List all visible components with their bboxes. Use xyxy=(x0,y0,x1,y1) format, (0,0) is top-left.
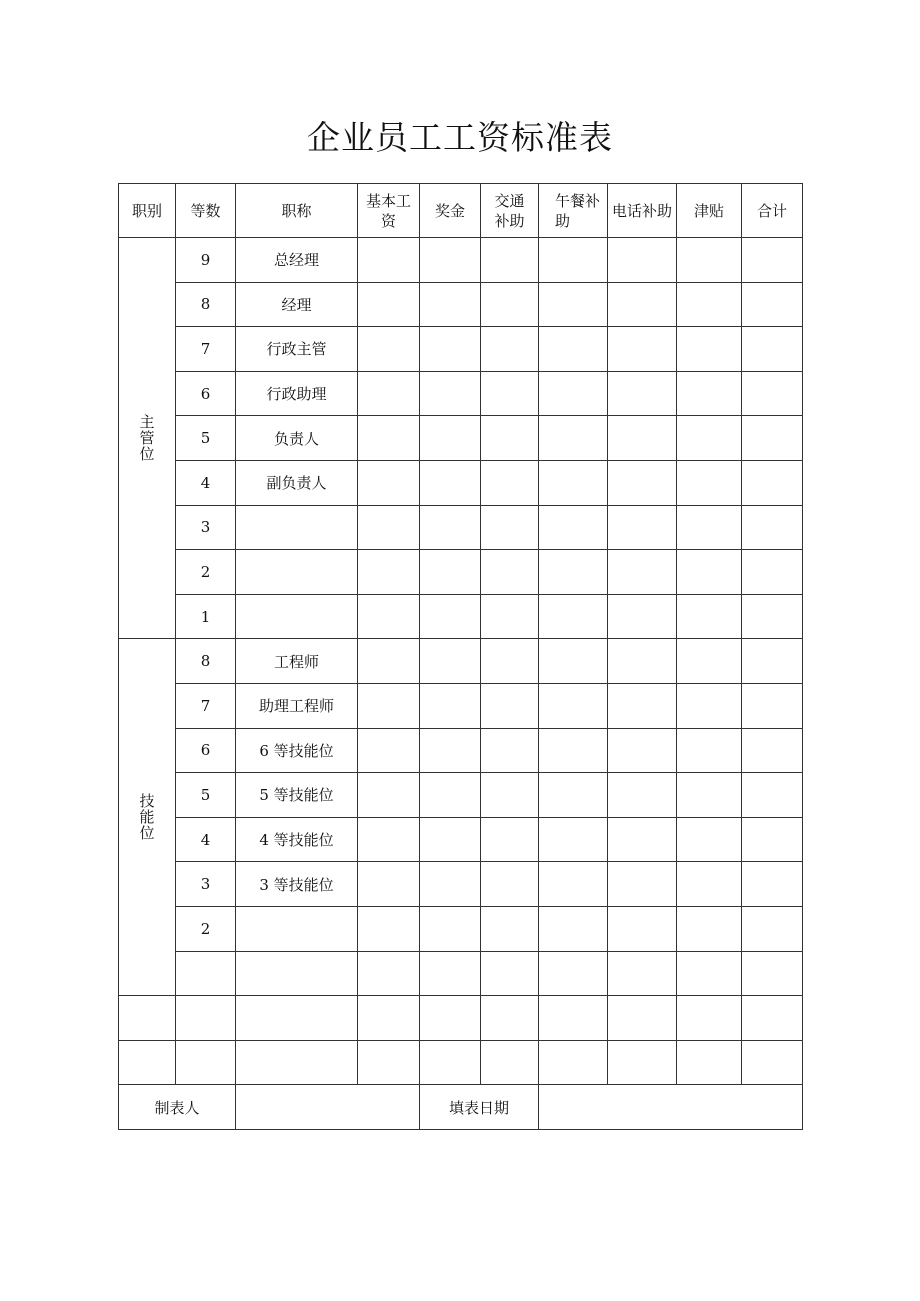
amount-cell[interactable] xyxy=(742,371,803,416)
salary-table xyxy=(118,183,803,1130)
amount-cell[interactable] xyxy=(539,594,608,639)
amount-cell[interactable] xyxy=(742,639,803,684)
position-cell: 副负责人 xyxy=(236,460,358,505)
table-row xyxy=(119,550,803,595)
amount-cell[interactable] xyxy=(420,773,481,818)
amount-cell[interactable] xyxy=(608,416,677,461)
amount-cell[interactable] xyxy=(742,327,803,372)
header-row xyxy=(119,184,803,238)
table-body xyxy=(119,238,803,996)
blank-row xyxy=(119,1040,803,1085)
amount-cell[interactable] xyxy=(608,282,677,327)
amount-cell[interactable] xyxy=(358,951,420,996)
amount-cell[interactable] xyxy=(677,327,742,372)
amount-cell[interactable] xyxy=(677,371,742,416)
amount-cell[interactable] xyxy=(358,371,420,416)
header-base-salary-line2: 资 xyxy=(380,211,396,230)
amount-cell[interactable] xyxy=(608,683,677,728)
amount-cell[interactable] xyxy=(742,238,803,283)
amount-cell[interactable] xyxy=(677,505,742,550)
amount-cell[interactable] xyxy=(358,460,420,505)
amount-cell[interactable] xyxy=(358,639,420,684)
amount-cell[interactable] xyxy=(742,282,803,327)
amount-cell[interactable] xyxy=(677,416,742,461)
grade-cell: 3 xyxy=(176,862,236,907)
fill-date-label: 填表日期 xyxy=(420,1085,539,1130)
category-char: 主 xyxy=(139,413,155,432)
table-row xyxy=(119,327,803,372)
amount-cell[interactable] xyxy=(420,238,481,283)
amount-cell[interactable] xyxy=(420,327,481,372)
position-cell xyxy=(236,505,358,550)
position-cell: 负责人 xyxy=(236,416,358,461)
category-char: 技 xyxy=(139,792,155,811)
page-title: 企业员工工资标准表 xyxy=(307,118,613,157)
amount-cell[interactable] xyxy=(420,817,481,862)
amount-cell[interactable] xyxy=(481,594,539,639)
amount-cell[interactable] xyxy=(420,862,481,907)
amount-cell[interactable] xyxy=(742,951,803,996)
grade-cell: 8 xyxy=(176,639,236,684)
blank-row xyxy=(119,996,803,1041)
amount-cell[interactable] xyxy=(539,951,608,996)
grade-cell: 1 xyxy=(176,594,236,639)
position-cell: 5 等技能位 xyxy=(236,773,358,818)
amount-cell[interactable] xyxy=(608,639,677,684)
amount-cell[interactable] xyxy=(420,371,481,416)
amount-cell[interactable] xyxy=(358,773,420,818)
amount-cell[interactable] xyxy=(677,683,742,728)
position-cell: 行政主管 xyxy=(236,327,358,372)
header-base-salary-line1: 基本工 xyxy=(365,191,411,210)
amount-cell[interactable] xyxy=(481,639,539,684)
amount-cell[interactable] xyxy=(420,639,481,684)
grade-cell: 8 xyxy=(176,282,236,327)
amount-cell[interactable] xyxy=(677,728,742,773)
grade-cell: 5 xyxy=(176,773,236,818)
amount-cell[interactable] xyxy=(539,371,608,416)
position-cell: 4 等技能位 xyxy=(236,817,358,862)
table-row xyxy=(119,371,803,416)
amount-cell[interactable] xyxy=(358,238,420,283)
amount-cell[interactable] xyxy=(742,594,803,639)
amount-cell[interactable] xyxy=(358,817,420,862)
amount-cell[interactable] xyxy=(539,728,608,773)
amount-cell[interactable] xyxy=(420,594,481,639)
amount-cell[interactable] xyxy=(539,550,608,595)
amount-cell[interactable] xyxy=(677,550,742,595)
amount-cell[interactable] xyxy=(358,282,420,327)
table-row xyxy=(119,906,803,951)
amount-cell[interactable] xyxy=(677,773,742,818)
table-row xyxy=(119,862,803,907)
position-cell: 3 等技能位 xyxy=(236,862,358,907)
amount-cell[interactable] xyxy=(677,282,742,327)
amount-cell[interactable] xyxy=(677,639,742,684)
position-cell xyxy=(236,550,358,595)
amount-cell[interactable] xyxy=(608,505,677,550)
amount-cell[interactable] xyxy=(539,460,608,505)
table-row xyxy=(119,282,803,327)
amount-cell[interactable] xyxy=(481,371,539,416)
table-row xyxy=(119,728,803,773)
amount-cell[interactable] xyxy=(420,416,481,461)
category-char: 管 xyxy=(139,429,155,448)
amount-cell[interactable] xyxy=(742,683,803,728)
amount-cell[interactable] xyxy=(481,416,539,461)
table-row xyxy=(119,817,803,862)
amount-cell[interactable] xyxy=(608,862,677,907)
amount-cell[interactable] xyxy=(608,773,677,818)
grade-cell: 2 xyxy=(176,550,236,595)
position-cell: 助理工程师 xyxy=(236,683,358,728)
header-position: 职称 xyxy=(236,184,358,238)
amount-cell[interactable] xyxy=(358,862,420,907)
amount-cell[interactable] xyxy=(420,728,481,773)
grade-cell: 3 xyxy=(176,505,236,550)
grade-cell: 7 xyxy=(176,683,236,728)
amount-cell[interactable] xyxy=(539,906,608,951)
amount-cell[interactable] xyxy=(539,862,608,907)
amount-cell[interactable] xyxy=(742,773,803,818)
amount-cell[interactable] xyxy=(608,728,677,773)
header-transport-line2: 补助 xyxy=(494,211,525,230)
table-row xyxy=(119,416,803,461)
amount-cell[interactable] xyxy=(539,416,608,461)
header-transport xyxy=(481,184,539,238)
header-bonus: 奖金 xyxy=(420,184,481,238)
prepared-by-label: 制表人 xyxy=(119,1085,236,1130)
prepared-by-field[interactable] xyxy=(236,1085,420,1130)
amount-cell[interactable] xyxy=(677,594,742,639)
amount-cell[interactable] xyxy=(481,773,539,818)
table-row xyxy=(119,951,803,996)
amount-cell[interactable] xyxy=(539,683,608,728)
grade-cell: 4 xyxy=(176,460,236,505)
table-row xyxy=(119,594,803,639)
amount-cell[interactable] xyxy=(420,550,481,595)
amount-cell[interactable] xyxy=(608,594,677,639)
amount-cell[interactable] xyxy=(481,460,539,505)
amount-cell[interactable] xyxy=(742,862,803,907)
amount-cell[interactable] xyxy=(742,460,803,505)
amount-cell[interactable] xyxy=(539,817,608,862)
table-row xyxy=(119,683,803,728)
amount-cell[interactable] xyxy=(539,327,608,372)
header-category: 职别 xyxy=(119,184,176,238)
table-row xyxy=(119,238,803,283)
header-allowance: 津贴 xyxy=(677,184,742,238)
position-cell: 经理 xyxy=(236,282,358,327)
amount-cell[interactable] xyxy=(608,550,677,595)
amount-cell[interactable] xyxy=(677,862,742,907)
header-lunch-line1: 午餐补 xyxy=(555,191,601,210)
header-lunch-line2: 助 xyxy=(555,211,571,230)
amount-cell[interactable] xyxy=(608,371,677,416)
category-char: 位 xyxy=(139,445,155,464)
position-cell: 总经理 xyxy=(236,238,358,283)
amount-cell[interactable] xyxy=(481,327,539,372)
grade-cell: 9 xyxy=(176,238,236,283)
amount-cell[interactable] xyxy=(481,862,539,907)
amount-cell[interactable] xyxy=(539,639,608,684)
category-cell xyxy=(119,238,176,639)
amount-cell[interactable] xyxy=(358,416,420,461)
amount-cell[interactable] xyxy=(358,327,420,372)
header-phone: 电话补助 xyxy=(608,184,677,238)
amount-cell[interactable] xyxy=(539,505,608,550)
amount-cell[interactable] xyxy=(420,460,481,505)
table-row xyxy=(119,773,803,818)
amount-cell[interactable] xyxy=(358,683,420,728)
position-cell: 工程师 xyxy=(236,639,358,684)
position-cell xyxy=(236,906,358,951)
amount-cell[interactable] xyxy=(358,550,420,595)
amount-cell[interactable] xyxy=(742,550,803,595)
amount-cell[interactable] xyxy=(742,728,803,773)
amount-cell[interactable] xyxy=(420,683,481,728)
amount-cell[interactable] xyxy=(481,550,539,595)
table-row xyxy=(119,460,803,505)
amount-cell[interactable] xyxy=(608,906,677,951)
grade-cell: 6 xyxy=(176,371,236,416)
position-cell: 行政助理 xyxy=(236,371,358,416)
header-lunch xyxy=(539,184,608,238)
amount-cell[interactable] xyxy=(358,594,420,639)
category-char: 能 xyxy=(139,808,155,827)
amount-cell[interactable] xyxy=(677,906,742,951)
table-row xyxy=(119,639,803,684)
amount-cell[interactable] xyxy=(539,282,608,327)
amount-cell[interactable] xyxy=(481,238,539,283)
position-cell xyxy=(236,594,358,639)
grade-cell: 4 xyxy=(176,817,236,862)
amount-cell[interactable] xyxy=(420,505,481,550)
header-grade: 等数 xyxy=(176,184,236,238)
header-transport-line1: 交通 xyxy=(494,191,525,210)
header-total: 合计 xyxy=(742,184,803,238)
amount-cell[interactable] xyxy=(677,951,742,996)
position-cell: 6 等技能位 xyxy=(236,728,358,773)
amount-cell[interactable] xyxy=(608,951,677,996)
amount-cell[interactable] xyxy=(481,817,539,862)
header-base-salary xyxy=(358,184,420,238)
grade-cell: 7 xyxy=(176,327,236,372)
grade-cell xyxy=(176,951,236,996)
amount-cell[interactable] xyxy=(742,906,803,951)
amount-cell[interactable] xyxy=(481,951,539,996)
position-cell xyxy=(236,951,358,996)
amount-cell[interactable] xyxy=(742,817,803,862)
amount-cell[interactable] xyxy=(358,906,420,951)
amount-cell[interactable] xyxy=(608,817,677,862)
amount-cell[interactable] xyxy=(358,728,420,773)
amount-cell[interactable] xyxy=(608,327,677,372)
footer-row xyxy=(119,1085,803,1130)
amount-cell[interactable] xyxy=(481,728,539,773)
amount-cell[interactable] xyxy=(481,282,539,327)
amount-cell[interactable] xyxy=(742,416,803,461)
amount-cell[interactable] xyxy=(481,906,539,951)
amount-cell[interactable] xyxy=(481,683,539,728)
amount-cell[interactable] xyxy=(420,906,481,951)
category-cell xyxy=(119,639,176,996)
amount-cell[interactable] xyxy=(677,817,742,862)
amount-cell[interactable] xyxy=(608,238,677,283)
amount-cell[interactable] xyxy=(481,505,539,550)
amount-cell[interactable] xyxy=(539,238,608,283)
amount-cell[interactable] xyxy=(742,505,803,550)
grade-cell: 2 xyxy=(176,906,236,951)
grade-cell: 5 xyxy=(176,416,236,461)
category-char: 位 xyxy=(139,824,155,843)
amount-cell[interactable] xyxy=(420,282,481,327)
table-row xyxy=(119,505,803,550)
amount-cell[interactable] xyxy=(677,460,742,505)
amount-cell[interactable] xyxy=(358,505,420,550)
fill-date-field[interactable] xyxy=(539,1085,803,1130)
amount-cell[interactable] xyxy=(420,951,481,996)
amount-cell[interactable] xyxy=(677,238,742,283)
grade-cell: 6 xyxy=(176,728,236,773)
amount-cell[interactable] xyxy=(539,773,608,818)
amount-cell[interactable] xyxy=(608,460,677,505)
